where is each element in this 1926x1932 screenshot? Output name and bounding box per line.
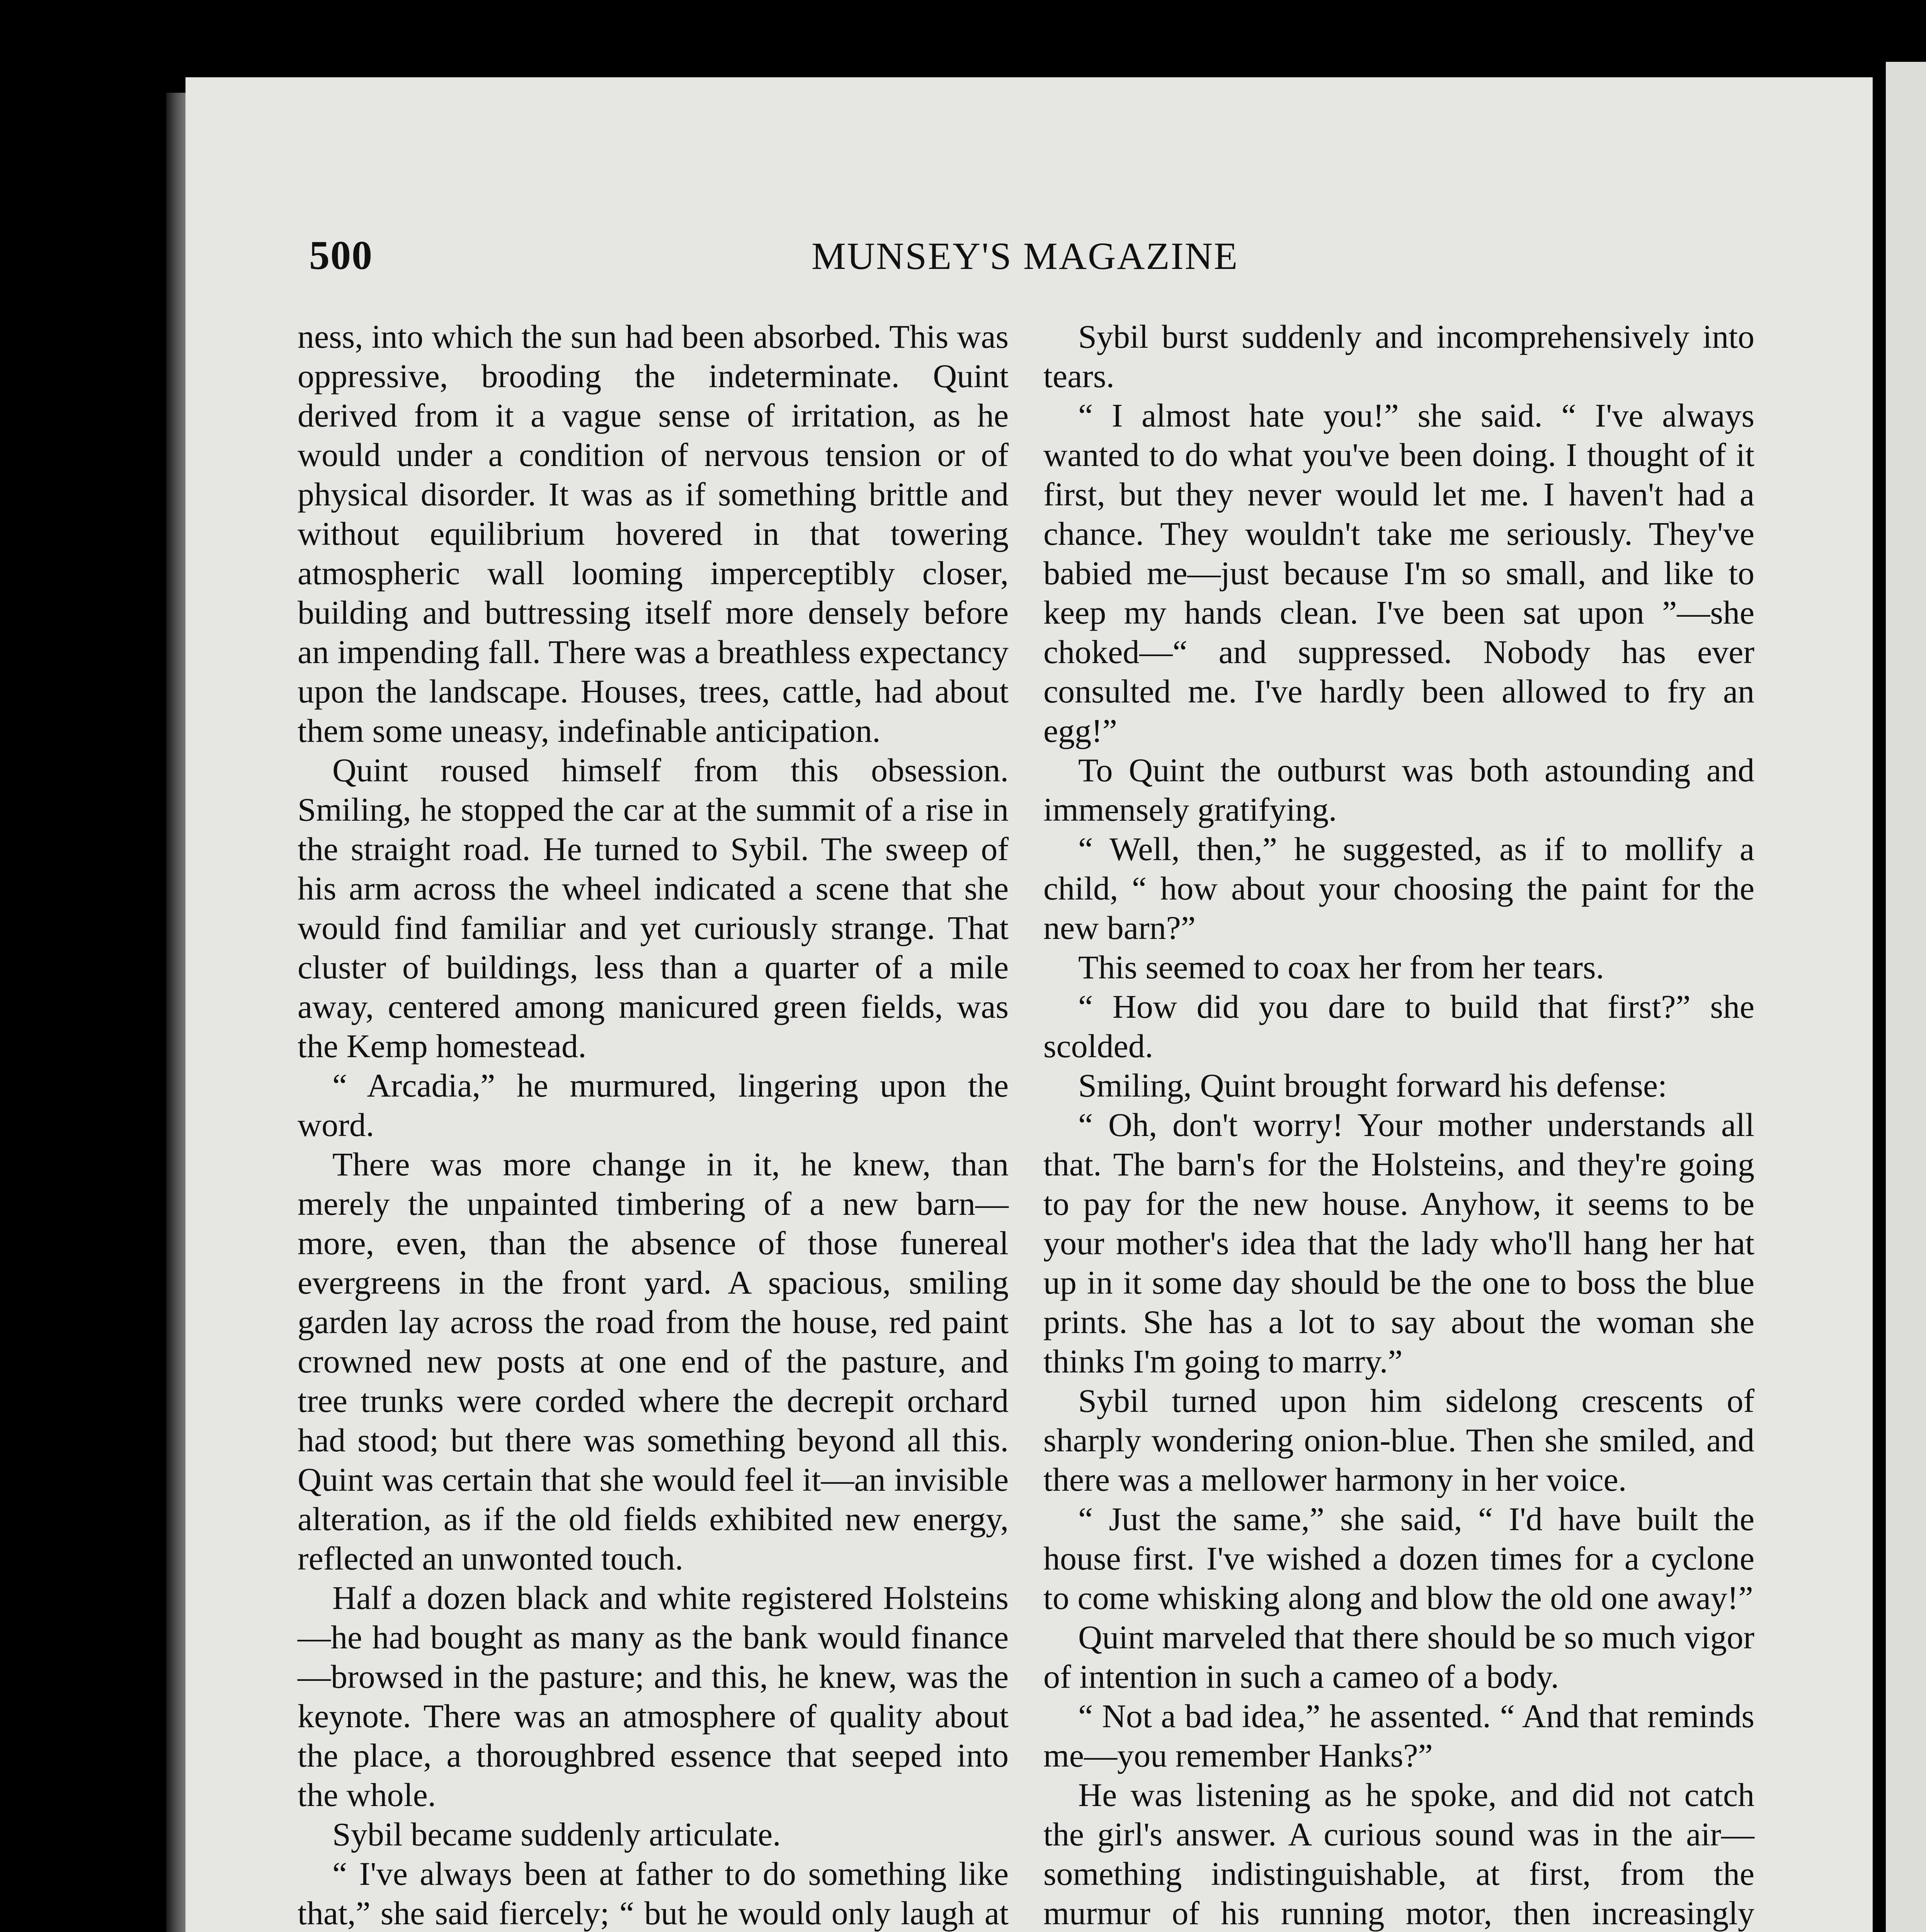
paragraph: ness, into which the sun had been absorbed. This was oppressive, brooding the indeterminate. Quint derived from it a vague sense of irritation, as he would under a condition of nervous tension or of physical disorder. It was as if something brittle and without equilibrium hovered in that towering atmospheric wall looming imperceptibly closer, building and buttressing itself more densely before an impending fall. There was a breathless expectancy upon the landscape. Houses, trees, cattle, had about them some uneasy, indefinable anticipation. [298, 318, 1009, 749]
paragraph: “ I almost hate you!” she said. “ I've always wanted to do what you've been doing. I thought of it first, but they never would let me. I haven't had a chance. They wouldn't take me seriously. They've babied me—just because I'm so small, and like to keep my hands clean. I've been sat upon ”—she choked—“ and suppressed. Nobody has ever consulted me. I've hardly been allowed to fry an egg!” [1043, 397, 1754, 749]
paragraph: Sybil became suddenly articulate. [332, 1816, 781, 1853]
right-column [1043, 317, 1754, 1932]
left-column [298, 317, 1009, 1932]
page-number: 500 [309, 233, 373, 278]
paragraph: Smiling, Quint brought forward his defense: [1078, 1067, 1667, 1104]
paragraph: “ Not a bad idea,” he assented. “ And that reminds me—you remember Hanks?” [1043, 1697, 1754, 1774]
paragraph: Quint marveled that there should be so much vigor of intention in such a cameo of a body. [1043, 1619, 1754, 1695]
running-title: MUNSEY'S MAGAZINE [812, 235, 1239, 277]
paragraph: “ Arcadia,” he murmured, lingering upon the word. [298, 1067, 1009, 1143]
paragraph: “ I've always been at father to do something like that,” she said fiercely; “ but he would only laugh at [298, 1855, 1009, 1932]
paragraph: Sybil turned upon him sidelong crescents of sharply wondering onion-blue. Then she smiled, and there was a mellower harmony in her voice. [1043, 1382, 1754, 1498]
paragraph: Quint roused himself from this obsession. Smiling, he stopped the car at the summit of a rise in the straight road. He turned to Sybil. The sweep of his arm across the wheel indicated a scene that she would find familiar and yet curiously strange. That cluster of buildings, less than a quarter of a mile away, centered among manicured green fields, was the Kemp homestead. [298, 752, 1009, 1065]
paragraph: “ Oh, don't worry! Your mother understands all that. The barn's for the Holsteins, and they're going to pay for the new house. Anyhow, it seems to be your mother's idea that the lady who'll hang her hat up in it some day should be the one to boss the blue prints. She has a lot to say about the woman she thinks I'm going to marry.” [1043, 1106, 1754, 1380]
paragraph: Sybil burst suddenly and incomprehensively into tears. [1043, 318, 1754, 395]
paragraph: “ Just the same,” she said, “ I'd have built the house first. I've wished a dozen times for a cyclone to come whisking along and blow the old one away!” [1043, 1500, 1754, 1616]
paragraph: This seemed to coax her from her tears. [1078, 949, 1604, 986]
paragraph: There was more change in it, he knew, than merely the unpainted timbering of a new barn—more, even, than the absence of those funereal evergreens in the front yard. A spacious, smiling garden lay across the road from the house, red paint crowned new posts at one end of the pasture, and tree trunks were corded where the decrepit orchard had stood; but there was something beyond all this. Quint was certain that she would feel it—an invisible alteration, as if the old fields exhibited new energy, reflected an unwonted touch. [298, 1146, 1009, 1577]
paragraph: “ Well, then,” he suggested, as if to mollify a child, “ how about your choosing the paint for the new barn?” [1043, 830, 1754, 946]
paragraph: Half a dozen black and white registered Holsteins—he had bought as many as the bank would finance—browsed in the pasture; and this, he knew, was the keynote. There was an atmosphere of quality about the place, a thoroughbred essence that seeped into the whole. [298, 1579, 1009, 1813]
paragraph: “ How did you dare to build that first?” she scolded. [1043, 988, 1754, 1065]
paragraph: To Quint the outburst was both astounding and immensely gratifying. [1043, 752, 1754, 828]
adjacent-page-edge [1886, 62, 1926, 1932]
paragraph: He was listening as he spoke, and did not catch the girl's answer. A curious sound was in the air—something indistinguishable, at first, from the murmur of his running motor, then increasingly [1043, 1776, 1754, 1932]
